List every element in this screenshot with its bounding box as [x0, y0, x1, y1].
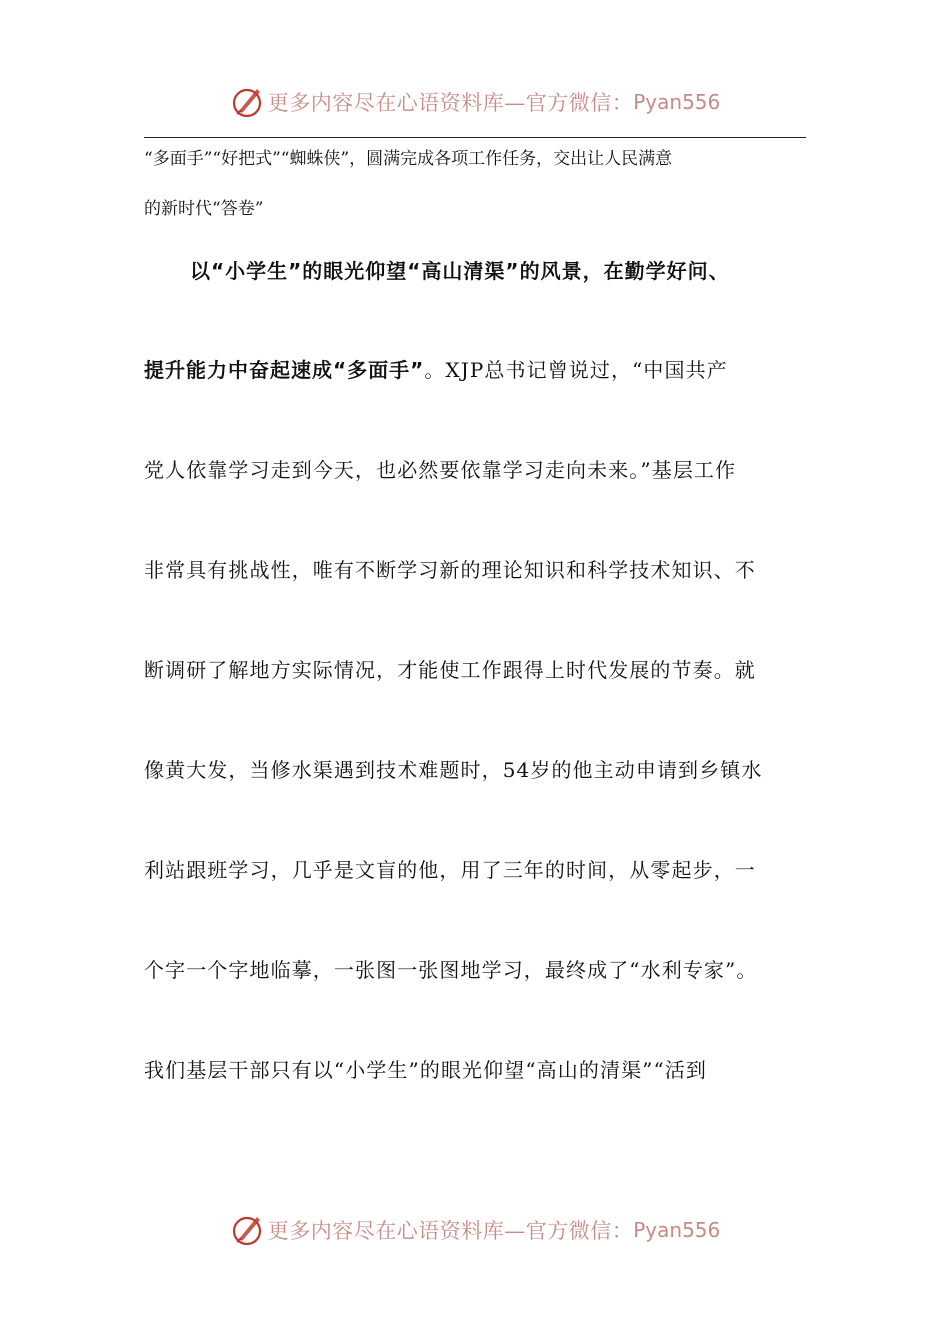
- paragraph-line-4: 非常具有挑战性，唯有不断学习新的理论知识和科学技术知识、不: [144, 558, 756, 582]
- paragraph-line-3: 党人依靠学习走到今天，也必然要依靠学习走向未来。”基层工作: [144, 458, 737, 482]
- footer-banner-contact: Pyan556: [633, 1218, 721, 1242]
- intro-line-1: “多面手”“好把式”“蜘蛛侠”，圆满完成各项工作任务，交出让人民满意: [144, 149, 673, 169]
- paragraph-heading-line-1: 以“小学生”的眼光仰望“高山清渠”的风景，在勤学好问、: [190, 259, 730, 283]
- paragraph-heading-line-2: 提升能力中奋起速成“多面手”: [144, 358, 425, 382]
- paragraph-line-2-rest: 。XJP总书记曾说过，“中国共产: [424, 358, 728, 382]
- paragraph-line-6: 像黄大发，当修水渠遇到技术难题时，54岁的他主动申请到乡镇水: [144, 758, 763, 782]
- quill-pen-circle-logo-icon: [230, 1212, 266, 1248]
- paragraph-line-5: 断调研了解地方实际情况，才能使工作跟得上时代发展的节奏。就: [144, 658, 756, 682]
- paragraph-line-2: [144, 356, 806, 384]
- header-banner-contact: Pyan556: [633, 90, 721, 114]
- quill-pen-circle-logo-icon: [230, 84, 266, 120]
- footer-watermark-banner: [0, 1210, 950, 1250]
- footer-banner-text: 更多内容尽在心语资料库—官方微信：: [267, 1219, 634, 1243]
- paragraph-line-9: 我们基层干部只有以“小学生”的眼光仰望“高山的清渠”“活到: [144, 1058, 708, 1082]
- paragraph-line-8: 个字一个字地临摹，一张图一张图地学习，最终成了“水利专家”。: [144, 958, 758, 982]
- intro-line-2: 的新时代“答卷”: [144, 199, 264, 219]
- header-watermark-banner: [0, 82, 950, 122]
- paragraph-line-7: 利站跟班学习，几乎是文盲的他，用了三年的时间，从零起步，一: [144, 858, 756, 882]
- header-divider: [144, 137, 806, 138]
- header-banner-text: 更多内容尽在心语资料库—官方微信：: [267, 91, 634, 115]
